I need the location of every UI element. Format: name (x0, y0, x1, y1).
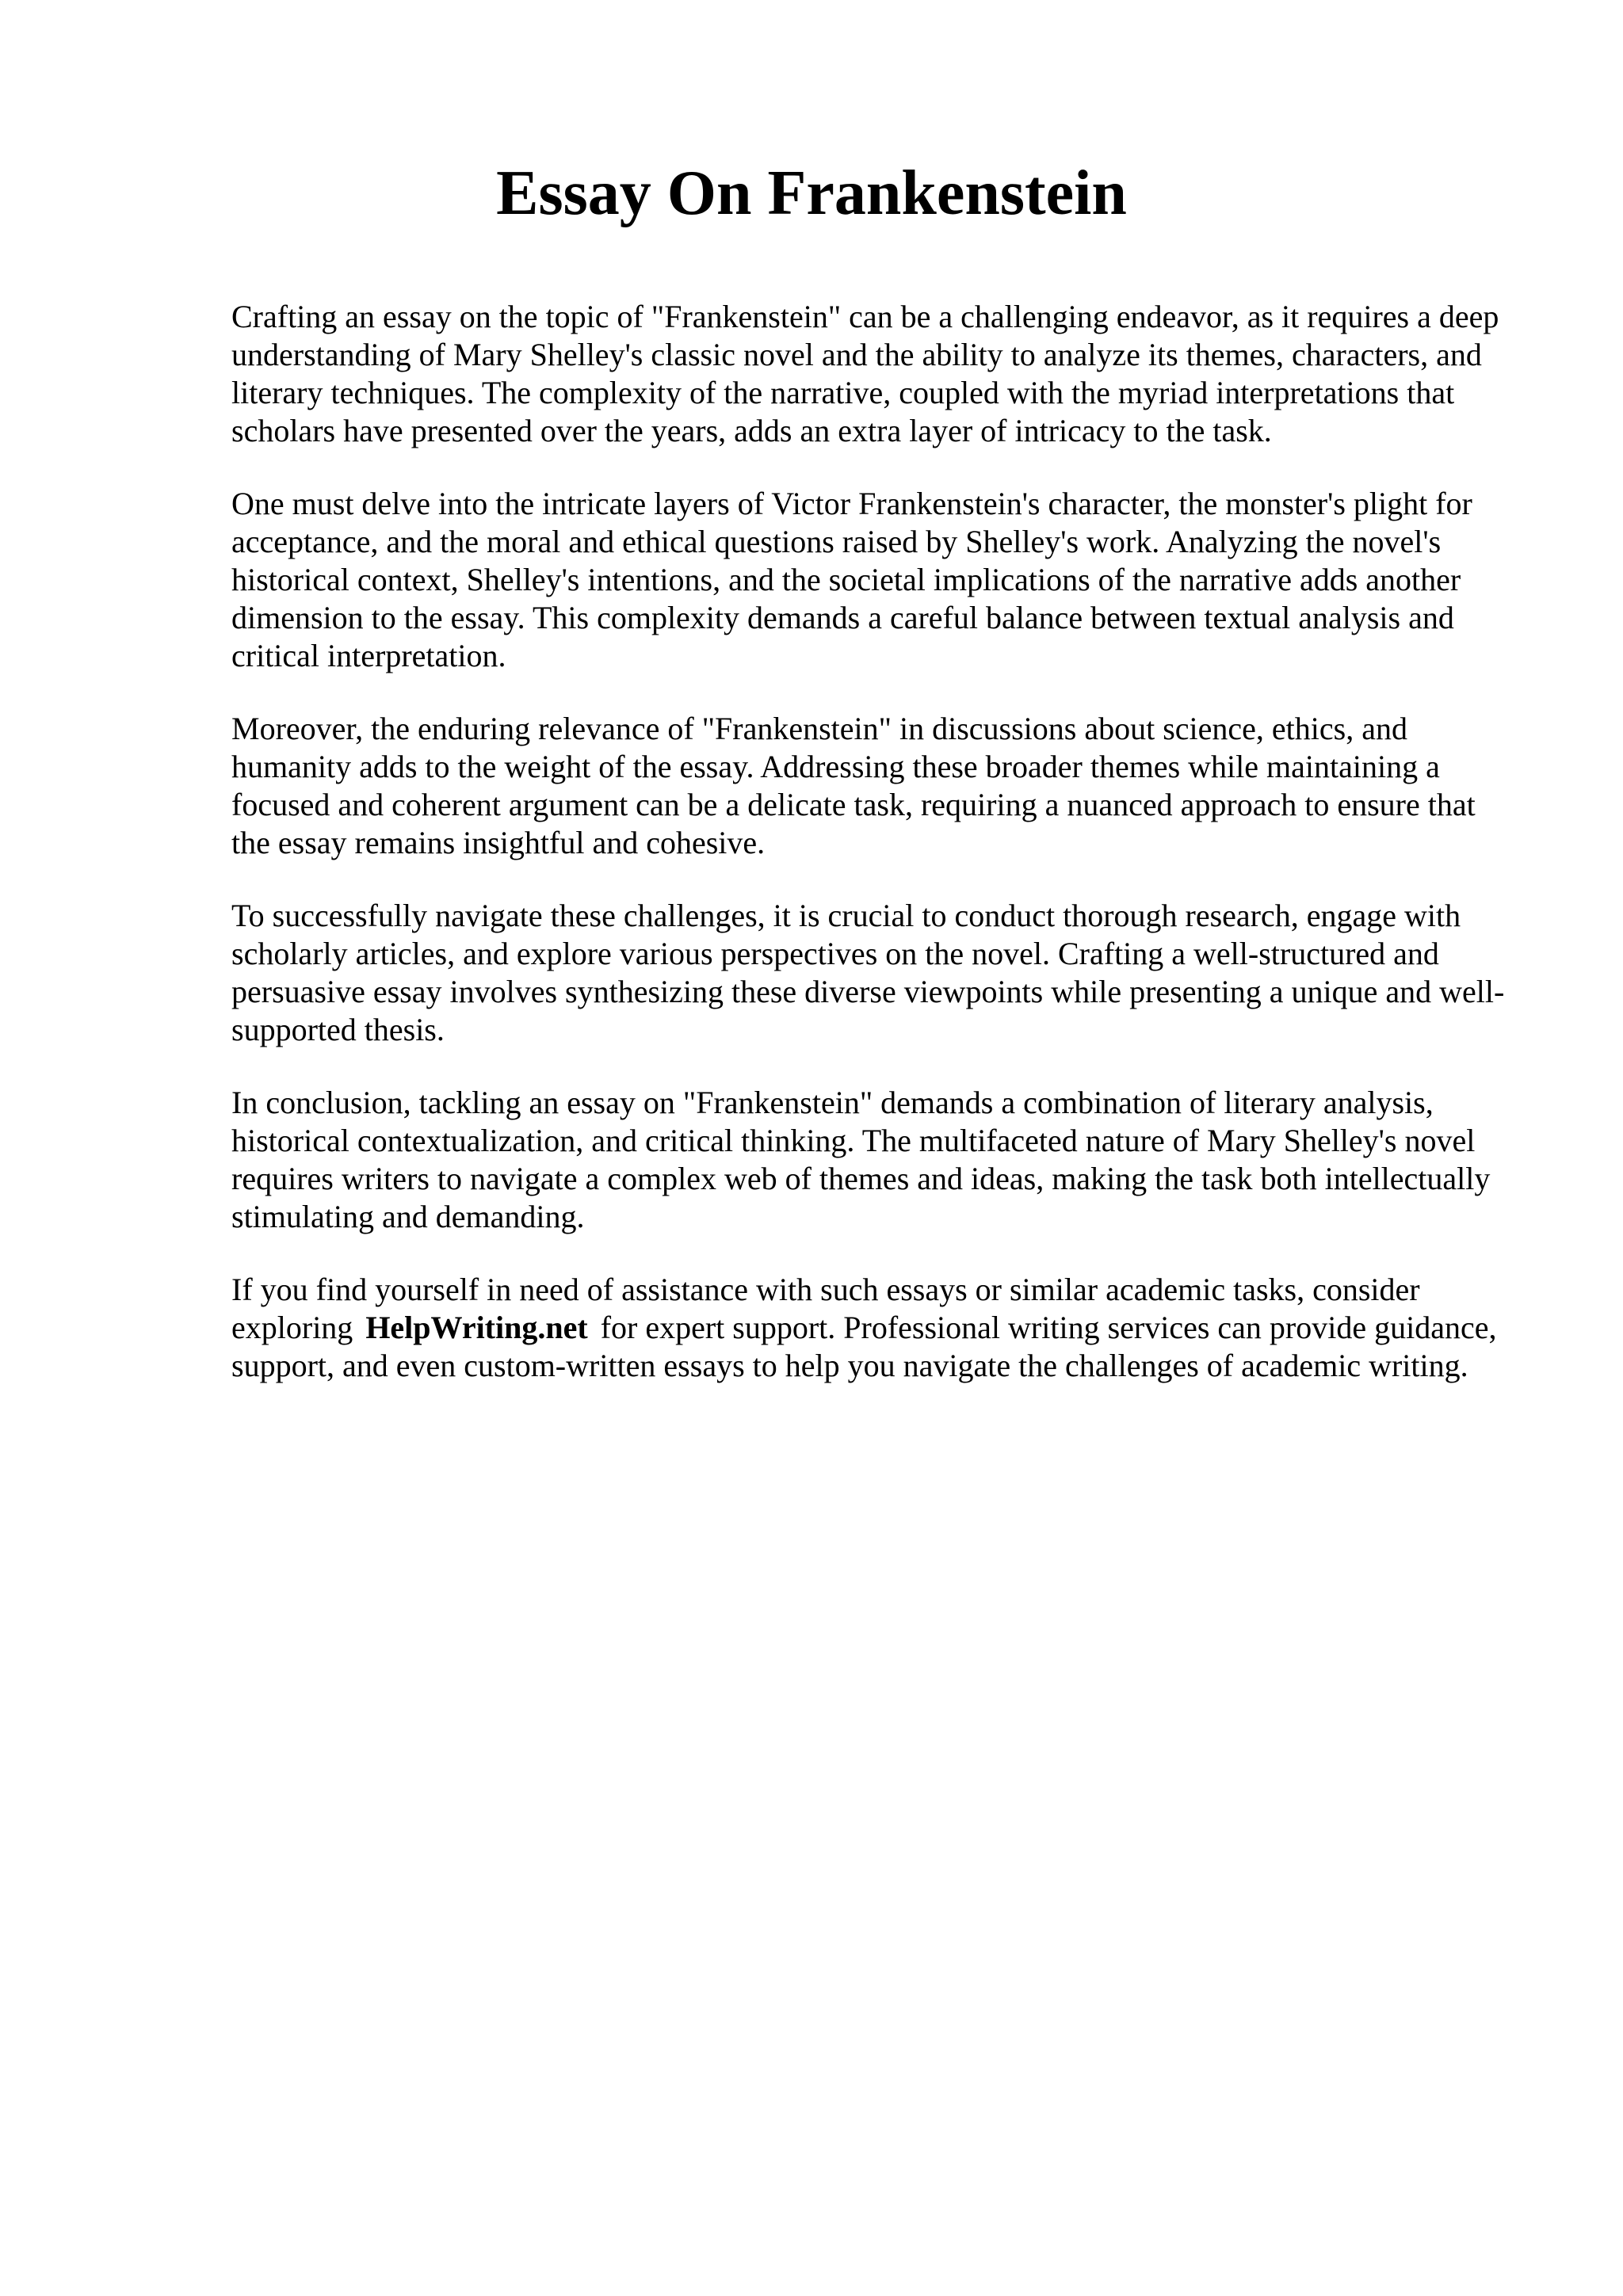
paragraph-5: In conclusion, tackling an essay on "Frankenstein" demands a combination of literary analysis, historical contextualization, and critical thinking. The multifaceted nature of Mary Shelley's novel requires writers to navigate a complex web of themes and ideas, making the task both intellectually stimulating and demanding. (231, 1085, 1491, 1234)
paragraph-2: One must delve into the intricate layers of Victor Frankenstein's character, the monster's plight for acceptance, and the moral and ethical questions raised by Shelley's work. Analyzing the novel's historical context, Shelley's intentions, and the societal implications of the narrative adds another dimension to the essay. This complexity demands a careful balance between textual analysis and critical interpretation. (231, 486, 1472, 673)
paragraph-3: Moreover, the enduring relevance of "Frankenstein" in discussions about science, ethics, and humanity adds to the weight of the essay. Addressing these broader themes while maintaining a focused and coherent argument can be a delicate task, requiring a nuanced approach to ensure that the essay remains insightful and cohesive. (231, 711, 1476, 860)
document-body (231, 298, 1515, 1385)
closing-text-before: If you find yourself in need of assistance with such essays or similar academic tasks, consider exploring (231, 1272, 1420, 1345)
closing-text-after: for expert support. Professional writing services can provide guidance, support, and even custom-written essays to help you navigate the challenges of academic writing. (231, 1310, 1497, 1383)
paragraph-closing (231, 1271, 1515, 1385)
paragraph-4: To successfully navigate these challenges, it is crucial to conduct thorough research, engage with scholarly articles, and explore various perspectives on the novel. Crafting a well-structured and persuasive essay involves synthesizing these diverse viewpoints while presenting a unique and well-supported thesis. (231, 898, 1505, 1047)
helpwriting-link[interactable]: HelpWriting.net (365, 1310, 588, 1345)
document-title: Essay On Frankenstein (496, 158, 1127, 228)
paragraph-1: Crafting an essay on the topic of "Frankenstein" can be a challenging endeavor, as it requires a deep understanding of Mary Shelley's classic novel and the ability to analyze its themes, characters, and literary techniques. The complexity of the narrative, coupled with the myriad interpretations that scholars have presented over the years, adds an extra layer of intricacy to the task. (231, 299, 1499, 448)
